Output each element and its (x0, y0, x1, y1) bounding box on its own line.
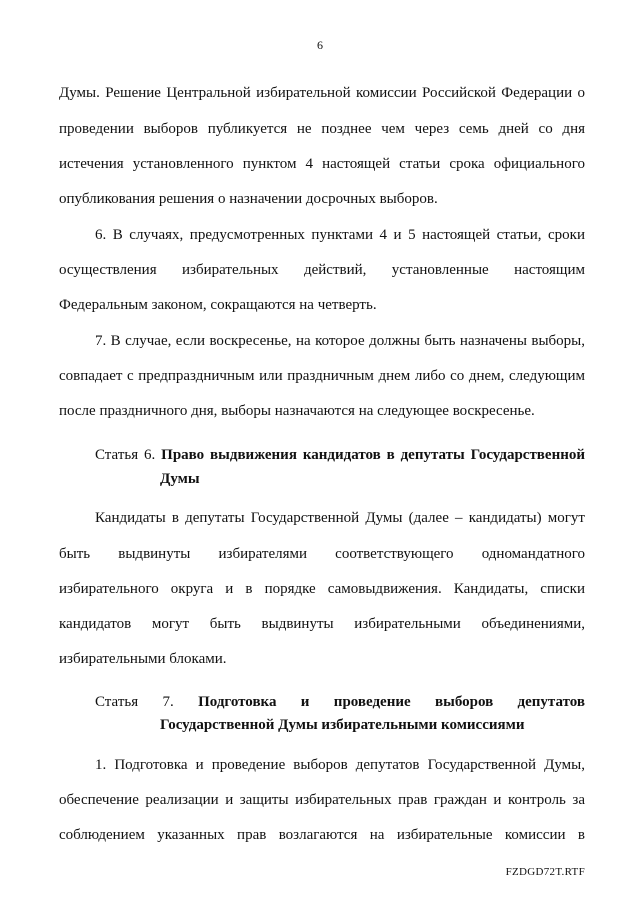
article-6-title-cont: Думы (160, 471, 200, 487)
text-line: обеспечение реализации и защиты избирательных прав граждан и контроль за (59, 792, 585, 808)
text-line: после праздничного дня, выборы назначаются на следующее воскресенье. (59, 403, 535, 419)
text-line: проведении выборов публикуется не позднее чем через семь дней со дня (59, 121, 585, 137)
text-line: 6. В случаях, предусмотренных пунктами 4 и 5 настоящей статьи, сроки (95, 227, 585, 243)
text-line: соблюдением указанных прав возлагаются на избирательные комиссии в (59, 827, 585, 843)
article-7-heading (95, 693, 585, 711)
article-6-label: Статья 6. (95, 447, 156, 463)
text-line: 7. В случае, если воскресенье, на которое должны быть назначены выборы, (95, 333, 585, 349)
article-7-title: Подготовка и проведение выборов депутатов (198, 694, 585, 710)
article-6-title: Право выдвижения кандидатов в депутаты Государственной (161, 447, 585, 463)
text-line: Кандидаты в депутаты Государственной Думы (далее – кандидаты) могут (95, 510, 585, 526)
text-line: Думы. Решение Центральной избирательной комиссии Российской Федерации о (59, 85, 585, 101)
file-code: FZDGD72T.RTF (505, 866, 585, 878)
text-line: избирательного округа и в порядке самовыдвижения. Кандидаты, списки (59, 581, 585, 597)
text-line: избирательными блоками. (59, 651, 227, 667)
page-number: 6 (317, 38, 323, 52)
text-line: истечения установленного пунктом 4 настоящей статьи срока официального (59, 156, 585, 172)
text-line: быть выдвинуты избирателями соответствующего одномандатного (59, 546, 585, 562)
text-line: кандидатов могут быть выдвинуты избирательными объединениями, (59, 616, 585, 632)
text-line: опубликования решения о назначении досрочных выборов. (59, 191, 438, 207)
article-6-heading (95, 446, 585, 464)
text-line: осуществления избирательных действий, установленные настоящим (59, 262, 585, 278)
article-7-label: Статья 7. (95, 694, 174, 710)
text-line: Федеральным законом, сокращаются на четверть. (59, 297, 377, 313)
article-7-title-cont: Государственной Думы избирательными комиссиями (160, 717, 525, 733)
text-line: совпадает с предпраздничным или праздничным днем либо со днем, следующим (59, 368, 585, 384)
text-line: 1. Подготовка и проведение выборов депутатов Государственной Думы, (95, 757, 585, 773)
